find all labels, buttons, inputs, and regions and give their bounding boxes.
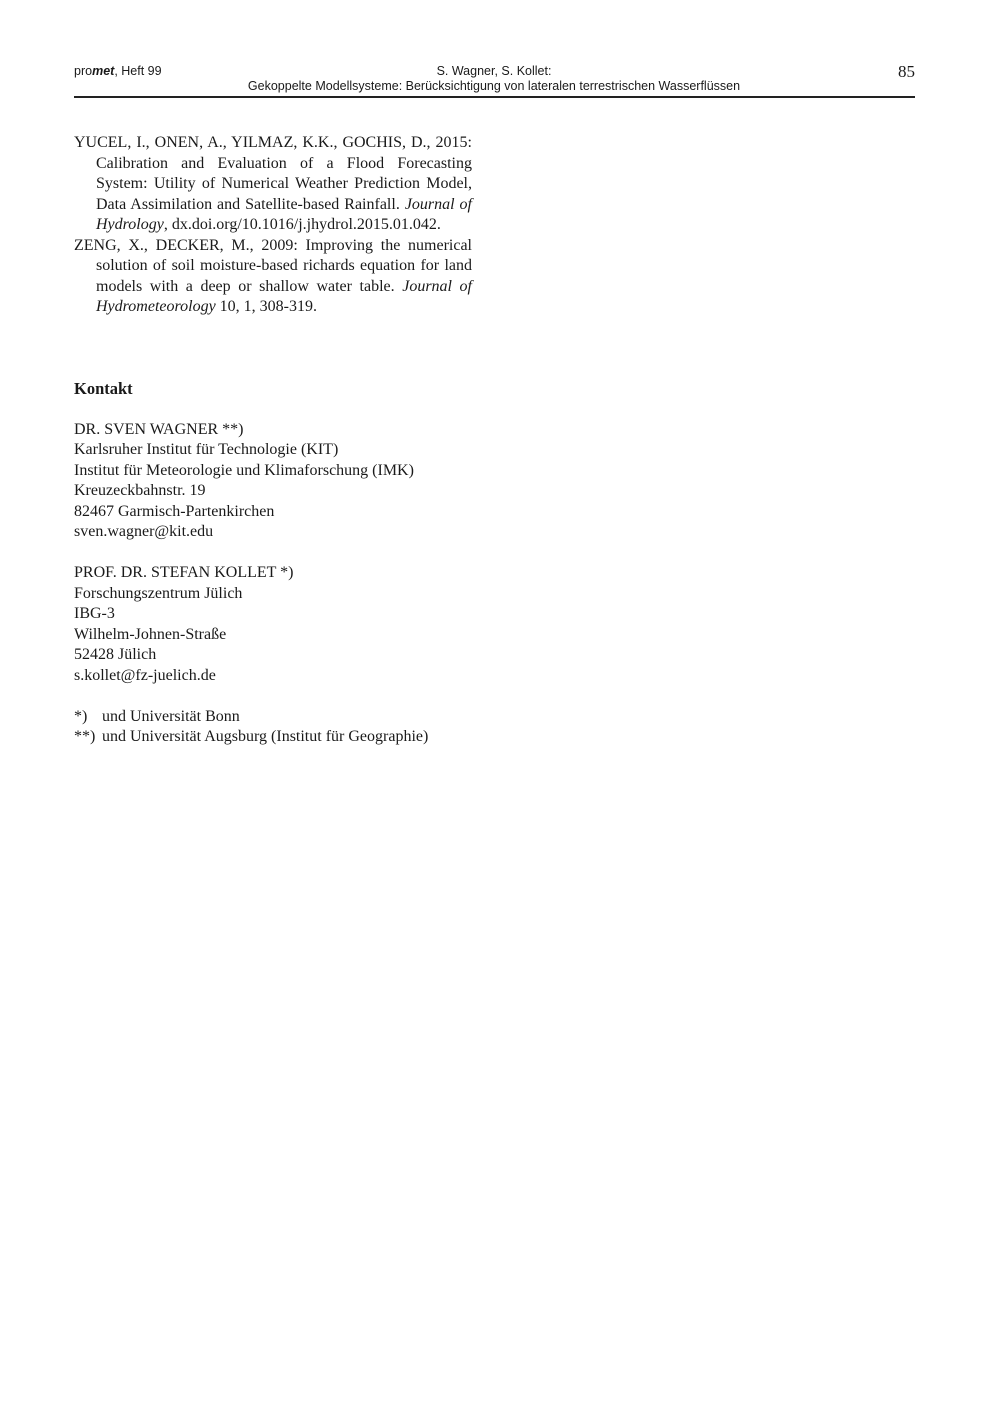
- page-number: 85: [898, 62, 915, 81]
- person-institution: Karlsruher Institut für Technologie (KIT): [74, 441, 339, 458]
- journal-name: [74, 64, 162, 78]
- footnotes: [74, 707, 674, 748]
- person-name: PROF. DR. STEFAN KOLLET *): [74, 564, 294, 581]
- reference-journal: Journal of Hydrology: [96, 195, 473, 233]
- header-title: Gekoppelte Modellsysteme: Berücksichtigung von lateralen terrestrischen Wasserflüssen: [247, 79, 741, 93]
- person-department: IBG-3: [74, 605, 115, 622]
- person-name: DR. SVEN WAGNER **): [74, 420, 244, 438]
- person-street: Kreuzeckbahnstr. 19: [74, 482, 206, 499]
- person-institution: Forschungszentrum Jülich: [74, 584, 243, 602]
- running-header: [74, 62, 915, 98]
- journal-emph: met: [92, 64, 115, 78]
- contact-heading: Kontakt: [74, 379, 133, 398]
- article-header: [204, 64, 784, 94]
- header-authors: S. Wagner, S. Kollet:: [436, 64, 552, 78]
- person-department: Institut für Meteorologie und Klimaforschung (IMK): [74, 461, 414, 479]
- footnote: [74, 707, 674, 728]
- journal-prefix: pro: [74, 64, 93, 78]
- footnote: [74, 727, 674, 748]
- footnote-mark: **): [74, 728, 96, 745]
- contact-section: [74, 379, 674, 748]
- contact-person: [74, 563, 674, 686]
- journal-issue: , Heft 99: [114, 64, 162, 78]
- footnote-text: und Universität Augsburg (Institut für Geographie): [102, 728, 429, 745]
- reference-text: YUCEL, I., ONEN, A., YILMAZ, K.K., GOCHIS, D., 2015: Calibration and Evaluation of a Flood Forecasting System: Utility of Numerical Weather Prediction Model, Data Assimilation and Satellite-based Rainfall.: [74, 134, 472, 213]
- contact-person: [74, 420, 674, 543]
- reference-list: [74, 133, 472, 318]
- reference-item: [74, 236, 472, 318]
- footnote-mark: *): [74, 707, 88, 725]
- reference-journal: Journal of Hydrometeorology: [96, 277, 473, 315]
- person-email: sven.wagner@kit.edu: [74, 523, 214, 540]
- person-street: Wilhelm-Johnen-Straße: [74, 625, 227, 643]
- person-city: 52428 Jülich: [74, 646, 157, 663]
- reference-item: [74, 133, 472, 236]
- reference-text: ZENG, X., DECKER, M., 2009: Improving the numerical solution of soil moisture-based richards equation for land models with a deep or shallow water table.: [74, 236, 472, 295]
- reference-tail: , dx.doi.org/10.1016/j.jhydrol.2015.01.042.: [163, 216, 441, 233]
- footnote-text: und Universität Bonn: [102, 707, 240, 725]
- person-email: s.kollet@fz-juelich.de: [74, 666, 216, 684]
- person-city: 82467 Garmisch-Partenkirchen: [74, 502, 275, 520]
- reference-tail: 10, 1, 308-319.: [215, 298, 317, 315]
